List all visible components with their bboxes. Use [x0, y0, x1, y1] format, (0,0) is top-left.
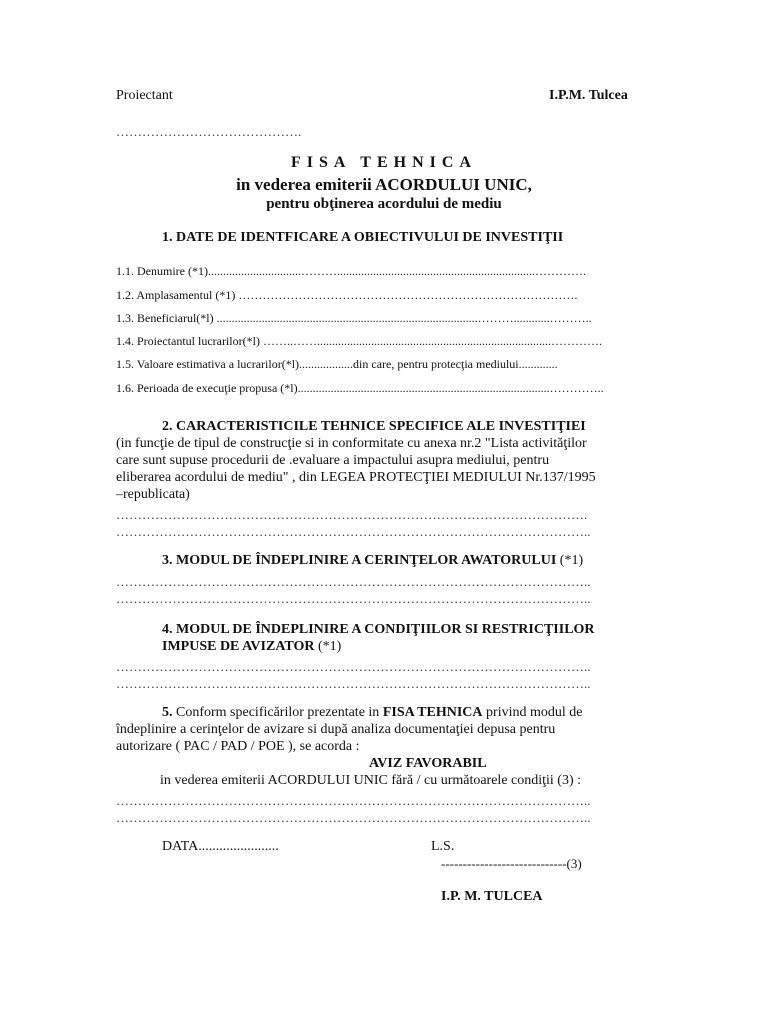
section-2-text-line: care sunt supuse procedurii de .evaluare a impactului asupra mediului, pentru: [116, 453, 550, 468]
date-field: DATA.......................: [162, 839, 279, 854]
section-5-fill-line: ………………………………………………………………………………………………..: [116, 793, 591, 808]
section-5-fill-line: ………………………………………………………………………………………………..: [116, 810, 591, 825]
field-valoare: 1.5. Valoare estimativa a lucrarilor(*l)..................din care, pentru protecţia mediului.............: [116, 357, 558, 371]
document-title: FISA TEHNICA: [291, 154, 477, 171]
section-2-fill-line: ……………………………………………………………………………………………….: [116, 507, 588, 522]
favorable-notice: AVIZ FAVORABIL: [369, 756, 487, 771]
section-2-text-line: eliberarea acordului de mediu" , din LEGEA PROTECŢIEI MEDIULUI Nr.137/1995: [116, 470, 596, 485]
section-2-heading: 2. CARACTERISTICILE TEHNICE SPECIFICE ALE INVESTIŢIEI: [162, 419, 586, 434]
section-2-text-line: (in funcţie de tipul de construcţie si in conformitate cu anexa nr.2 "Lista activităţilor: [116, 436, 587, 451]
issuing-institution: I.P. M. TULCEA: [441, 889, 543, 904]
section-5-line-4: in vederea emiterii ACORDULUI UNIC fără / cu următoarele condiţii (3) :: [160, 773, 582, 788]
section-5-line-3: autorizare ( PAC / PAD / POE ), se acorda :: [116, 739, 360, 754]
section-5-line-1: 5. Conform specificărilor prezentate in FISA TEHNICA privind modul de: [162, 705, 583, 720]
section-4-heading: 4. MODUL DE ÎNDEPLINIRE A CONDIŢIILOR SI RESTRICŢIILOR: [162, 622, 595, 637]
section-3-heading: 3. MODUL DE ÎNDEPLINIRE A CERINŢELOR AWATORULUI (*1): [162, 553, 584, 568]
designer-name-line: …………………………………….: [116, 124, 302, 139]
section-4-heading-2: IMPUSE DE AVIZATOR (*1): [162, 639, 342, 654]
section-3-fill-line: ………………………………………………………………………………………………..: [116, 591, 591, 606]
field-perioada: 1.6. Perioada de execuţie propusa (*l)....................................................................................…………..: [116, 381, 604, 395]
field-denumire: 1.1. Denumire (*1)...............................………..................................................................………….: [116, 264, 586, 278]
designer-label: Proiectant: [116, 88, 173, 103]
seal-label: L.S.: [431, 839, 455, 854]
section-2-fill-line: ………………………………………………………………………………………………..: [116, 524, 591, 539]
section-1-heading: 1. DATE DE IDENTFICARE A OBIECTIVULUI DE INVESTIŢII: [162, 230, 564, 245]
section-4-fill-line: ………………………………………………………………………………………………..: [116, 659, 591, 674]
document-subtitle: in vederea emiterii ACORDULUI UNIC,: [236, 175, 532, 194]
institution-label: I.P.M. Tulcea: [549, 88, 628, 103]
section-4-fill-line: ………………………………………………………………………………………………..: [116, 676, 591, 691]
section-5-line-2: îndeplinire a cerinţelor de avizare si după analiza documentaţiei depusa pentru: [116, 722, 556, 737]
field-beneficiar: 1.3. Beneficiarul(*l) .......................................................................................………............………..: [116, 311, 592, 325]
signature-line: -----------------------------(3): [441, 856, 582, 871]
section-2-text-line: –republicata): [116, 487, 190, 502]
field-proiectant: 1.4. Proiectantul lucrarilor(*l) ……..……..............................................................................………….: [116, 334, 602, 348]
document-subtitle-2: pentru obţinerea acordului de mediu: [266, 196, 502, 212]
section-3-fill-line: ………………………………………………………………………………………………..: [116, 574, 591, 589]
field-amplasament: 1.2. Amplasamentul (*1) ………………………………………………………………………….: [116, 288, 578, 302]
